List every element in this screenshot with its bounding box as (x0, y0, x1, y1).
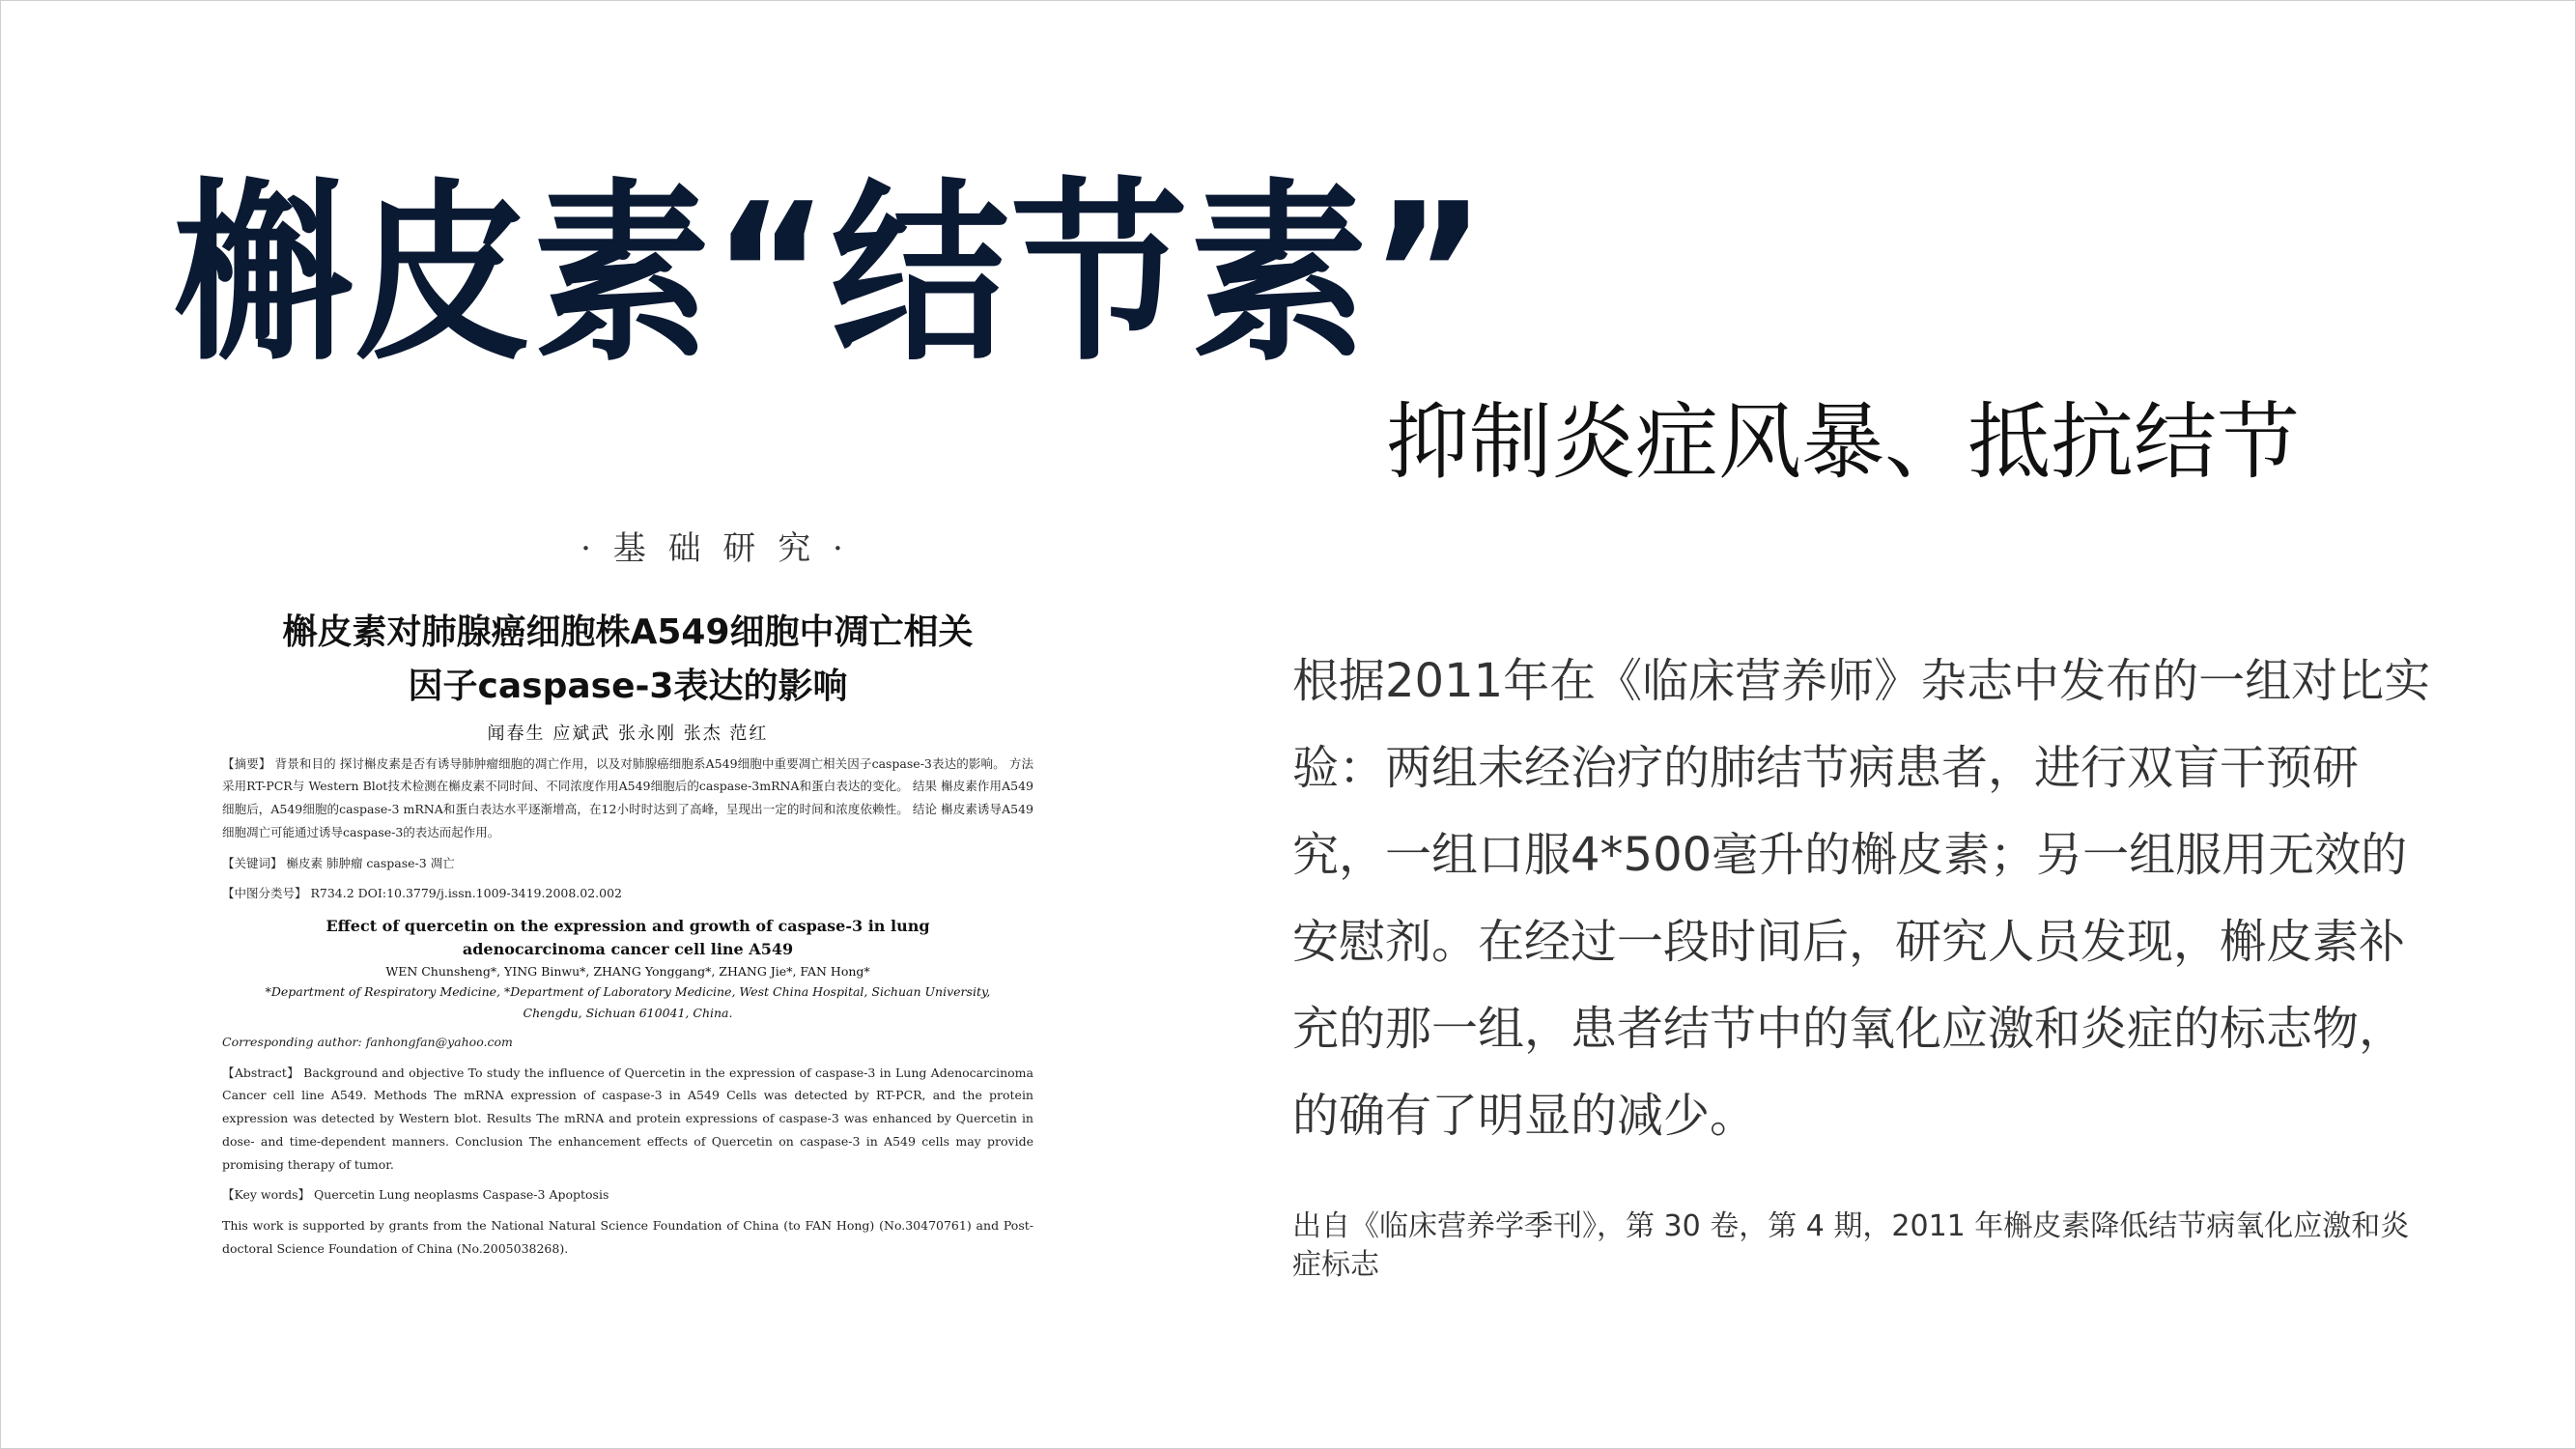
body-paragraph: 根据2011年在《临床营养师》杂志中发布的一组对比实验：两组未经治疗的肺结节病患者，进行双盲干预研究，一组口服4*500毫升的槲皮素；另一组服用无效的安慰剂。在经过一段时间后，研究人员发现，槲皮素补充的那一组，患者结节中的氧化应激和炎症的标志物，的确有了明显的减少。 (1292, 654, 2431, 1143)
paper-funding: This work is supported by grants from the National Natural Science Foundation of China (to FAN Hong) (No.30470761) and Post-doctoral Science Foundation of China (No.2005038268). (222, 1218, 1033, 1256)
slide-subtitle: 抑制炎症风暴、抵抗结节 (1386, 394, 2300, 491)
paper-title-line2: 因子caspase-3表达的影响 (408, 666, 848, 706)
paper-en-title-line1: Effect of quercetin on the expression and growth of caspase-3 in lung (326, 917, 930, 936)
paper-title-line1: 槲皮素对肺腺癌细胞株A549细胞中凋亡相关 (282, 612, 974, 652)
source-citation: 出自《临床营养学季刊》，第 30 卷，第 4 期，2011 年槲皮素降低结节病氧化应激和炎症标志 (1292, 1209, 2410, 1282)
paper-keywords-cn: 【关键词】 槲皮素 肺肿瘤 caspase-3 凋亡 (222, 855, 455, 870)
slide-title: 槲皮素“结节素” (174, 162, 1488, 387)
paper-authors: 闻春生 应斌武 张永刚 张杰 范红 (487, 723, 769, 744)
paper-keywords-en: 【Key words】 Quercetin Lung neoplasms Caspase-3 Apoptosis (222, 1187, 609, 1203)
paper-en-title-line2: adenocarcinoma cancer cell line A549 (462, 940, 794, 959)
paper-affiliation-line2: Chengdu, Sichuan 610041, China. (523, 1005, 733, 1020)
paper-affiliation-line1: *Department of Respiratory Medicine, *Department of Laboratory Medicine, West China Hospital, Sichuan University, (265, 984, 991, 1000)
paper-abstract-cn: 【摘要】 背景和目的 探讨槲皮素是否有诱导肺肿瘤细胞的凋亡作用，以及对肺腺癌细胞系A549细胞中重要凋亡相关因子caspase-3表达的影响。 方法 采用RT-PCR与 Western Blot技术检测在槲皮素不同时间、不同浓度作用A549细胞后的caspase-3mRNA和蛋白表达的变化。 结果 槲皮素作用A549细胞后，A549细胞的caspase-3 mRNA和蛋白表达水平逐渐增高，在12小时时达到了高峰，呈现出一定的时间和浓度依赖性。 结论 槲皮素诱导A549细胞凋亡可能通过诱导caspase-3的表达而起作用。 (222, 755, 1033, 839)
paper-section-label: · 基 础 研 究 · (580, 529, 849, 568)
paper-en-title (222, 915, 1033, 961)
paper-excerpt-image (222, 522, 1033, 1275)
paper-en-authors: WEN Chunsheng*, YING Binwu*, ZHANG Yonggang*, ZHANG Jie*, FAN Hong* (385, 964, 870, 980)
paper-classification: 【中图分类号】 R734.2 DOI:10.3779/j.issn.1009-3419.2008.02.002 (222, 886, 623, 901)
paper-title (222, 606, 1033, 714)
paper-corresponding: Corresponding author: fanhongfan@yahoo.com (222, 1034, 513, 1049)
paper-abstract-en: 【Abstract】 Background and objective To study the influence of Quercetin in the expression of caspase-3 in Lung Adenocarcinoma Cancer cell line A549. Methods The mRNA expression of caspase-3 in A549 Cells was detected by RT-PCR, and the protein expression was detected by Western blot. Results The mRNA and protein expressions of caspase-3 was enhanced by Quercetin in dose- and time-dependent manners. Conclusion The enhancement effects of Quercetin on caspase-3 in A549 cells may provide promising therapy of tumor. (222, 1065, 1033, 1172)
